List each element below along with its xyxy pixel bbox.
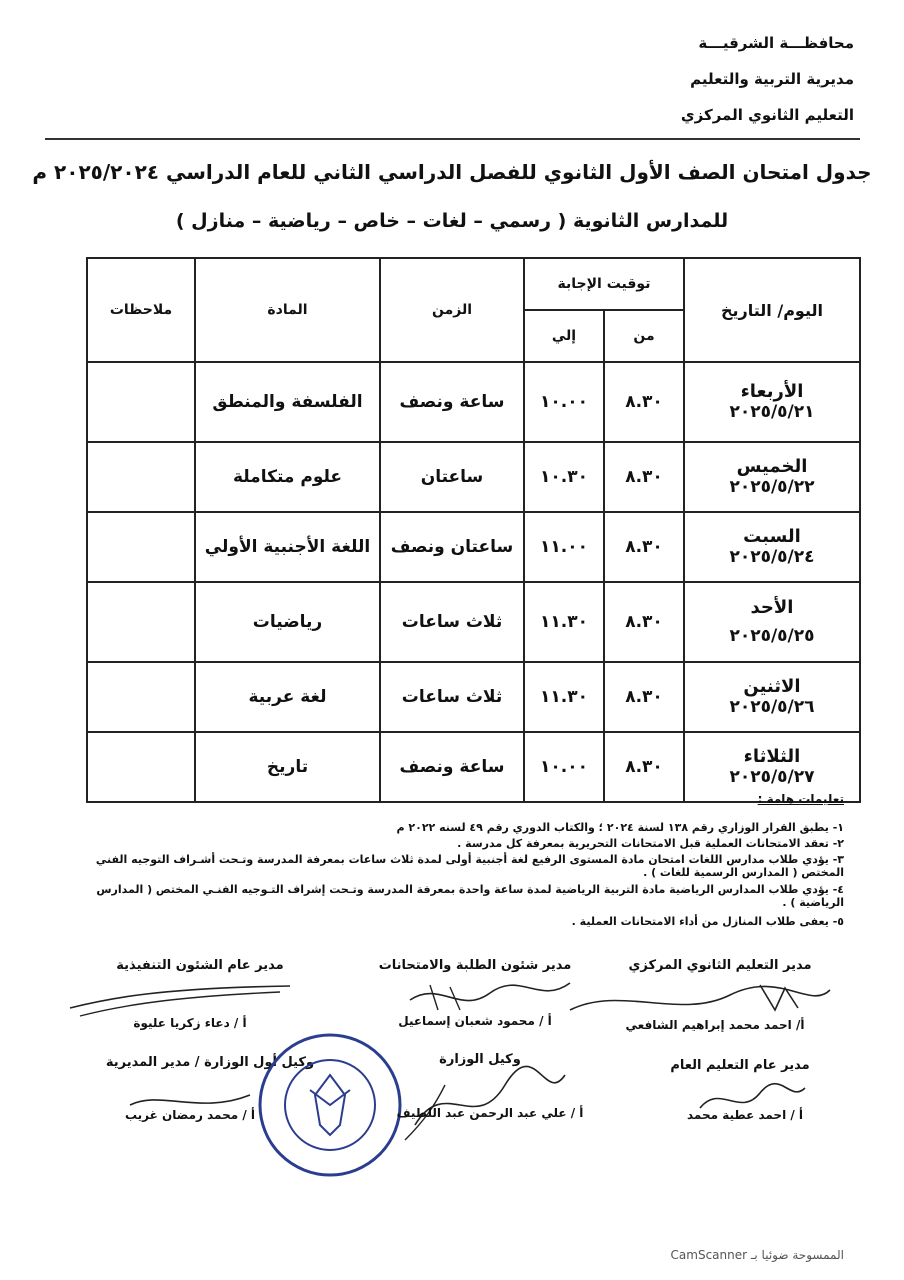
signature-title-student-affairs: مدير شئون الطلبة والامتحانات	[378, 958, 572, 973]
table-row	[87, 512, 860, 582]
table-row	[87, 732, 860, 802]
duration-cell: ساعة ونصف	[380, 362, 524, 442]
day-label: الأربعاء	[740, 380, 804, 402]
notes-cell	[87, 732, 195, 802]
time-from: ٨.٣٠	[604, 662, 684, 732]
duration-cell: ساعتان	[380, 442, 524, 512]
time-to: ١١.٣٠	[524, 582, 604, 662]
day-label: الاثنين	[743, 675, 801, 697]
notes-cell	[87, 582, 195, 662]
time-to: ١٠.٠٠	[524, 732, 604, 802]
day-date-cell	[684, 582, 860, 662]
header-duration: الزمن	[380, 258, 524, 362]
header-answer-time: توقيت الإجابة	[524, 258, 684, 310]
duration-cell: ساعتان ونصف	[380, 512, 524, 582]
signature-title-general-education: مدير عام التعليم العام	[670, 1058, 810, 1073]
signature-name-first-undersecretary: أ / محمد رمضان غريب	[124, 1108, 256, 1122]
subject-cell: رياضيات	[195, 582, 380, 662]
governorate-label: محافظـــة الشرقيـــة	[698, 34, 854, 52]
header-to: إلي	[524, 310, 604, 362]
day-date-cell	[684, 362, 860, 442]
subject-cell: لغة عربية	[195, 662, 380, 732]
day-date-cell	[684, 512, 860, 582]
notes-cell	[87, 512, 195, 582]
notes-cell	[87, 662, 195, 732]
header-notes: ملاحظات	[87, 258, 195, 362]
signature-title-first-undersecretary: وكيل أول الوزارة / مدير المديرية	[105, 1055, 315, 1070]
day-date-cell	[684, 442, 860, 512]
duration-cell: ساعة ونصف	[380, 732, 524, 802]
subject-cell: علوم متكاملة	[195, 442, 380, 512]
signature-name-student-affairs: أ / محمود شعبان إسماعيل	[398, 1014, 552, 1028]
header-from: من	[604, 310, 684, 362]
time-to: ١١.٠٠	[524, 512, 604, 582]
date-label: ٢٠٢٥/٥/٢٧	[729, 766, 815, 787]
subject-cell: تاريخ	[195, 732, 380, 802]
time-to: ١٠.٠٠	[524, 362, 604, 442]
notes-cell	[87, 442, 195, 512]
table-row	[87, 582, 860, 662]
instruction-item-3: ٣- يؤدي طلاب مدارس اللغات امتحان مادة المستوى الرفيع لغة أجنبية أولى لمدة ثلاث ساعات بمعرفة المدرسة وتـحت أشـراف التوجيه الفني المختص ( المدارس الرسمية للغات ) .	[95, 853, 844, 879]
scanner-watermark: الممسوحة ضوئيا بـ CamScanner	[670, 1248, 844, 1262]
directorate-label: مديرية التربية والتعليم	[690, 70, 854, 88]
day-label: الثلاثاء	[743, 745, 801, 767]
signature-title-secondary-director: مدير التعليم الثانوي المركزي	[628, 958, 812, 973]
notes-cell	[87, 362, 195, 442]
date-label: ٢٠٢٥/٥/٢٢	[729, 476, 815, 497]
instruction-item-5: ٥- يعفى طلاب المنازل من أداء الامتحانات العملية .	[571, 915, 844, 928]
page-subtitle: للمدارس الثانوية ( رسمي – لغات – خاص – رياضية – منازل )	[175, 210, 729, 232]
signature-name-general-education: أ / احمد عطية محمد	[686, 1108, 804, 1122]
time-from: ٨.٣٠	[604, 582, 684, 662]
time-from: ٨.٣٠	[604, 512, 684, 582]
date-label: ٢٠٢٥/٥/٢٥	[729, 625, 815, 646]
time-from: ٨.٣٠	[604, 362, 684, 442]
signature-title-executive-affairs: مدير عام الشئون التنفيذية	[116, 958, 284, 973]
instruction-item-1: ١- يطبق القرار الوزاري رقم ١٣٨ لسنة ٢٠٢٤ ؛ والكتاب الدوري رقم ٤٩ لسنه ٢٠٢٢ م	[396, 821, 844, 834]
table-row	[87, 442, 860, 512]
time-from: ٨.٣٠	[604, 442, 684, 512]
time-from: ٨.٣٠	[604, 732, 684, 802]
duration-cell: ثلاث ساعات	[380, 582, 524, 662]
signature-title-undersecretary: وكيل الوزارة	[439, 1052, 521, 1067]
exam-schedule-table	[86, 257, 861, 803]
header-divider	[45, 138, 860, 140]
signature-name-executive-affairs: أ / دعاء زكريا عليوة	[133, 1016, 247, 1030]
time-to: ١١.٣٠	[524, 662, 604, 732]
header-day-date: اليوم/ التاريخ	[684, 258, 860, 362]
day-date-cell	[684, 662, 860, 732]
signature-name-undersecretary: أ / علي عبد الرحمن عبد اللطيف	[396, 1106, 584, 1120]
table-row	[87, 362, 860, 442]
day-label: الأحد	[750, 596, 794, 618]
date-label: ٢٠٢٥/٥/٢٦	[729, 696, 815, 717]
date-label: ٢٠٢٥/٥/٢٤	[729, 546, 815, 567]
duration-cell: ثلاث ساعات	[380, 662, 524, 732]
page-title: جدول امتحان الصف الأول الثانوي للفصل الدراسي الثاني للعام الدراسي ٢٠٢٥/٢٠٢٤ م	[32, 160, 872, 184]
day-label: السبت	[743, 525, 801, 547]
official-seal-icon	[255, 1030, 405, 1180]
instruction-item-4: ٤- يؤدي طلاب المدارس الرياضية مادة التربية الرياضية لمدة ساعة واحدة بمعرفة المدرسة وتـحت إشراف التـوجيه الفنـي المختص ( المدارس الرياضية ) .	[96, 883, 844, 909]
instruction-item-2: ٢- تعقد الامتحانات العملية قبل الامتحانات التحريرية بمعرفة كل مدرسة .	[457, 837, 844, 850]
table-row	[87, 662, 860, 732]
department-label: التعليم الثانوي المركزي	[680, 106, 854, 124]
instructions-title: تعليمات هامة :	[757, 792, 844, 806]
day-label: الخميس	[736, 455, 808, 477]
subject-cell: الفلسفة والمنطق	[195, 362, 380, 442]
signature-name-secondary-director: أ/ احمد محمد إبراهيم الشافعي	[625, 1018, 805, 1032]
time-to: ١٠.٣٠	[524, 442, 604, 512]
signature-scribble-5	[395, 1065, 575, 1145]
date-label: ٢٠٢٥/٥/٢١	[729, 401, 815, 422]
subject-cell: اللغة الأجنبية الأولي	[195, 512, 380, 582]
header-subject: المادة	[195, 258, 380, 362]
